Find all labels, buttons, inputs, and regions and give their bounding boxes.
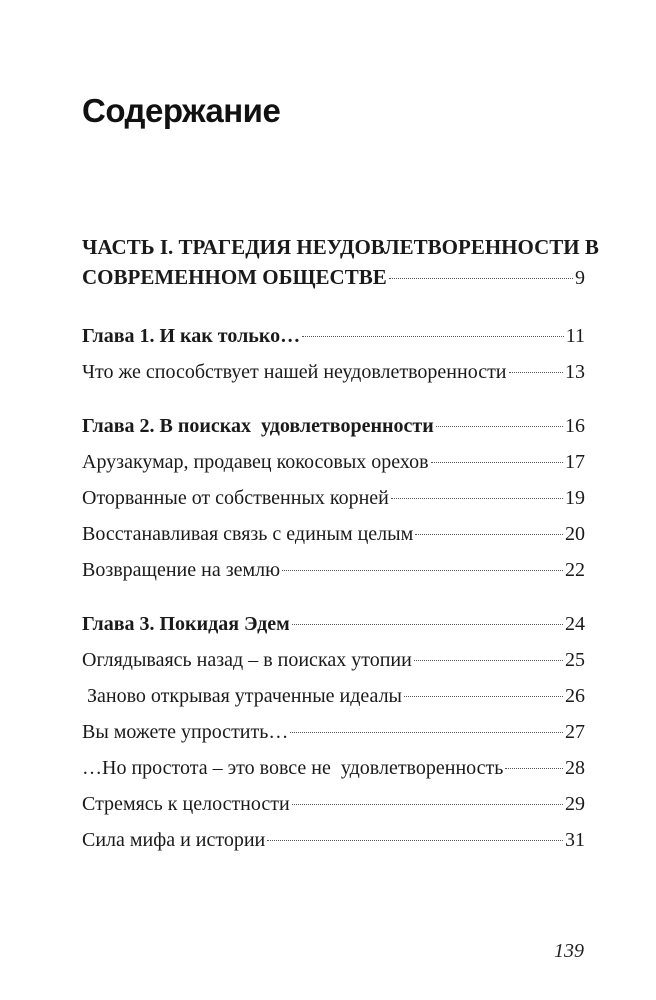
section-page-number: 26 xyxy=(565,685,585,707)
section-title: Оторванные от собственных корней xyxy=(82,487,389,509)
toc-chapter-2 xyxy=(82,408,585,588)
section-title: Что же способствует нашей неудовлетворенности xyxy=(82,361,507,383)
section-page-number: 22 xyxy=(565,559,585,581)
page-number: 139 xyxy=(554,940,584,962)
section-entry xyxy=(82,552,585,588)
dot-leader xyxy=(431,462,563,463)
dot-leader xyxy=(414,660,563,661)
chapter-page-number: 24 xyxy=(565,613,585,635)
chapter-page-number: 16 xyxy=(565,415,585,437)
dot-leader xyxy=(389,278,573,279)
section-page-number: 28 xyxy=(565,757,585,779)
section-page-number: 17 xyxy=(565,451,585,473)
section-entry xyxy=(82,822,585,858)
dot-leader xyxy=(436,426,563,427)
chapter-title: Глава 2. В поисках удовлетворенности xyxy=(82,415,434,437)
chapter-entry xyxy=(82,408,585,444)
chapter-page-number: 11 xyxy=(565,325,585,347)
chapter-entry xyxy=(82,606,585,642)
dot-leader xyxy=(282,570,563,571)
section-page-number: 31 xyxy=(565,829,585,851)
section-entry xyxy=(82,516,585,552)
part-title-line-2 xyxy=(82,262,585,293)
section-page-number: 13 xyxy=(565,361,585,383)
section-page-number: 25 xyxy=(565,649,585,671)
dot-leader xyxy=(415,534,563,535)
section-entry xyxy=(82,480,585,516)
section-title: Вы можете упростить… xyxy=(82,721,289,743)
section-entry xyxy=(82,786,585,822)
part-title-text: СОВРЕМЕННОМ ОБЩЕСТВЕ xyxy=(82,265,387,289)
section-entry xyxy=(82,714,585,750)
section-page-number: 29 xyxy=(565,793,585,815)
section-entry xyxy=(82,642,585,678)
table-of-contents xyxy=(82,232,599,858)
section-title: Арузакумар, продавец кокосовых орехов xyxy=(82,451,429,473)
dot-leader xyxy=(505,768,563,769)
section-page-number: 27 xyxy=(565,721,585,743)
section-entry xyxy=(82,678,585,714)
dot-leader xyxy=(292,624,563,625)
section-title: Сила мифа и истории xyxy=(82,829,266,851)
dot-leader xyxy=(267,840,563,841)
chapter-entry xyxy=(82,318,585,354)
chapter-title: Глава 1. И как только… xyxy=(82,325,301,347)
dot-leader xyxy=(404,696,563,697)
dot-leader xyxy=(509,372,563,373)
dot-leader xyxy=(290,732,563,733)
section-title: Восстанавливая связь с единым целым xyxy=(82,523,414,545)
toc-chapter-3 xyxy=(82,606,585,858)
section-entry xyxy=(82,750,585,786)
section-entry xyxy=(82,444,585,480)
part-title-line-1: ЧАСТЬ I. ТРАГЕДИЯ НЕУДОВЛЕТВОРЕННОСТИ В xyxy=(82,235,599,259)
chapter-title: Глава 3. Покидая Эдем xyxy=(82,613,290,635)
section-page-number: 20 xyxy=(565,523,585,545)
dot-leader xyxy=(302,336,564,337)
page-title: Содержание xyxy=(82,92,281,130)
section-title: Возвращение на землю xyxy=(82,559,281,581)
toc-chapter-1 xyxy=(82,318,585,390)
dot-leader xyxy=(292,804,563,805)
section-title: Заново открывая утраченные идеалы xyxy=(82,685,402,707)
section-title: Оглядываясь назад – в поисках утопии xyxy=(82,649,412,671)
section-title: Стремясь к целостности xyxy=(82,793,290,815)
part-page-number: 9 xyxy=(575,267,585,289)
dot-leader xyxy=(391,498,563,499)
toc-part-1 xyxy=(82,232,599,293)
section-title: …Но простота – это вовсе не удовлетворенность xyxy=(82,757,504,779)
section-entry xyxy=(82,354,585,390)
section-page-number: 19 xyxy=(565,487,585,509)
